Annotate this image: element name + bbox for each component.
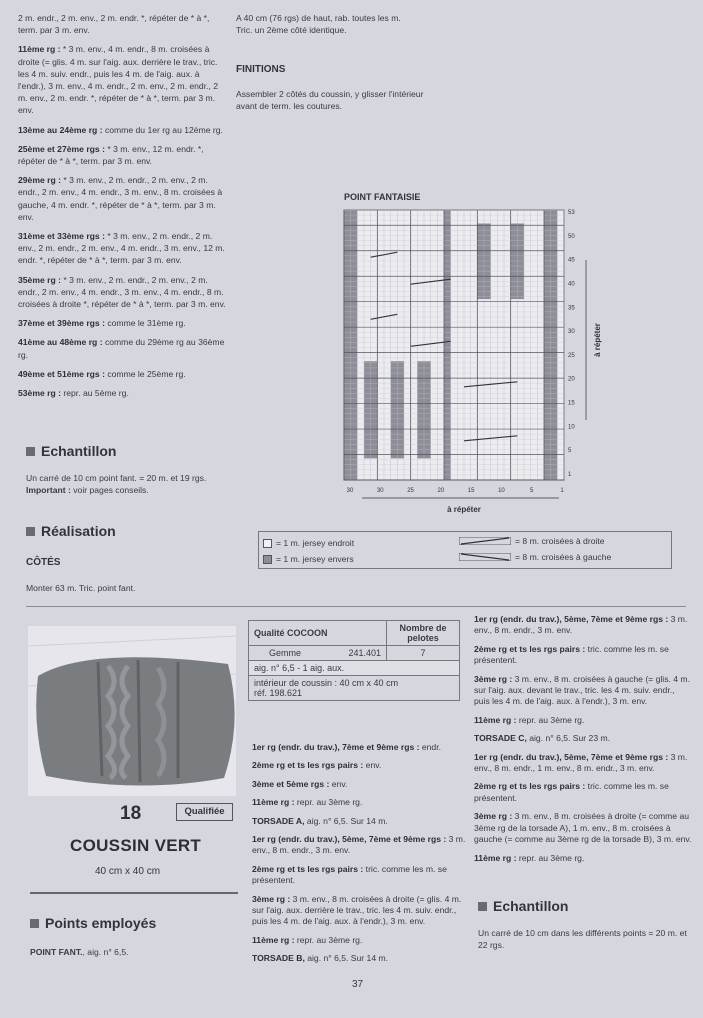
instruction-paragraph: 1er rg (endr. du trav.), 5ème, 7ème et 9ème rgs : 3 m. env., 8 m. endr., 3 m. env. bbox=[252, 834, 466, 856]
product-name: COUSSIN VERT bbox=[70, 836, 202, 855]
row-label: 5 bbox=[568, 448, 572, 455]
col-label: 1 bbox=[560, 488, 564, 494]
square-bullet-icon bbox=[478, 902, 487, 911]
col-label: 15 bbox=[467, 488, 475, 494]
cable-right-icon bbox=[459, 537, 511, 545]
instruction-paragraph: 29ème rg : * 3 m. env., 2 m. endr., 2 m. env., 2 m. endr., 2 m. env., 4 m. endr., 3 m. env., 8 m. croisées à gauche, 4 m. endr. *, répéter de * à *, term. par 3 m. env. bbox=[18, 175, 223, 222]
instruction-paragraph: 2 m. endr., 2 m. env., 2 m. endr. *, répéter de * à *, term. par 3 m. env. bbox=[18, 13, 210, 36]
row-label: 40 bbox=[568, 281, 575, 288]
instruction-paragraph: TORSADE A, aig. n° 6,5. Sur 14 m. bbox=[252, 815, 388, 826]
square-bullet-icon bbox=[30, 919, 39, 928]
row-label: 53 bbox=[568, 210, 575, 216]
quality-cell: Qualité COCOON bbox=[249, 621, 387, 646]
finitions-text: Assembler 2 côtés du coussin, y glisser l'intérieur avant de term. les coutures. bbox=[236, 89, 424, 112]
instruction-paragraph: 3ème rg : 3 m. env., 8 m. croisées à droite (= glis. 4 m. sur l'aig. aux. derrière le trav., tric. les 4 m. suiv. endr., puis les 4 m. de l'aig. aux. à l'endr.), 3 m. env. bbox=[252, 893, 462, 927]
instruction-paragraph: TORSADE B, aig. n° 6,5. Sur 14 m. bbox=[252, 953, 389, 964]
aig-cell: aig. n° 6,5 - 1 aig. aux. bbox=[249, 661, 460, 676]
legend-box: = 1 m. jersey endroit = 1 m. jersey envers = 8 m. croisées à droite = 8 m. croisées à gauche bbox=[258, 531, 672, 569]
qualifiee-badge: Qualifiée bbox=[176, 803, 233, 821]
repeat-label-bottom: à répéter bbox=[447, 505, 481, 514]
chart-title: POINT FANTAISIE bbox=[344, 192, 421, 202]
col-label: 20 bbox=[437, 488, 445, 494]
row-label: 25 bbox=[568, 352, 575, 359]
instruction-paragraph: 1er rg (endr. du trav.), 5ème, 7ème et 9ème rgs : 3 m. env., 8 m. endr., 3 m. env. bbox=[474, 614, 688, 636]
instruction-paragraph: 2ème rg et ts les rgs pairs : tric. comme les m. se présentent. bbox=[252, 863, 447, 886]
ref-cell: 241.401 bbox=[327, 646, 386, 661]
right-instructions bbox=[474, 614, 692, 871]
page-number: 37 bbox=[352, 979, 364, 990]
instruction-paragraph: 31ème et 33ème rgs : * 3 m. env., 2 m. endr., 2 m. env., 2 m. endr., 2 m. env., 4 m. endr., 3 m. env., 12 m. endr. *, répéter de * à *, term. par 3 m. env. bbox=[18, 231, 225, 266]
cushion-photo bbox=[28, 626, 236, 796]
jersey-envers-icon bbox=[263, 555, 272, 564]
instruction-paragraph: 13ème au 24ème rg : comme du 1er rg au 12ème rg. bbox=[18, 124, 223, 135]
instruction-paragraph: 3ème rg : 3 m. env., 8 m. croisées à gauche (= glis. 4 m. sur l'aig. aux. devant le trav., tric. les 4 m. suiv. endr., puis les 4 m. de l'aig. aux. à l'endr.), 3 m. env. bbox=[474, 673, 690, 707]
stitch-chart bbox=[330, 200, 610, 520]
instruction-paragraph: 11ème rg : repr. au 3ème rg. bbox=[474, 714, 585, 725]
instruction-paragraph: 25ème et 27ème rgs : * 3 m. env., 12 m. endr. *, répéter de * à *, term. par 3 m. env. bbox=[18, 143, 204, 167]
square-bullet-icon bbox=[26, 527, 35, 536]
mid-instructions bbox=[252, 742, 466, 972]
cushion-illustration bbox=[28, 626, 236, 796]
instruction-paragraph: 2ème rg et ts les rgs pairs : env. bbox=[252, 760, 382, 771]
instruction-paragraph: 1er rg (endr. du trav.), 5ème, 7ème et 9ème rgs : 3 m. env., 8 m. endr., 1 m. env., 8 m. endr., 3 m. env. bbox=[474, 751, 688, 774]
instruction-paragraph: 53ème rg : repr. au 5ème rg. bbox=[18, 388, 129, 399]
instruction-paragraph: 41ème au 48ème rg : comme du 29ème rg au 36ème rg. bbox=[18, 337, 225, 360]
col-label: 5 bbox=[530, 488, 534, 494]
photo-divider bbox=[30, 892, 238, 894]
repeat-label-right: à répéter bbox=[593, 323, 602, 357]
row-label: 15 bbox=[568, 400, 575, 407]
col-label: 10 bbox=[498, 488, 505, 494]
pelotes-header: Nombre de pelotes bbox=[387, 621, 460, 646]
instruction-paragraph: TORSADE C, aig. n° 6,5. Sur 23 m. bbox=[474, 733, 611, 744]
cable-left-icon bbox=[459, 553, 511, 561]
echantillon2-text: Un carré de 10 cm dans les différents points = 20 m. et 22 rgs. bbox=[478, 928, 687, 951]
instruction-paragraph: 11ème rg : repr. au 3ème rg. bbox=[252, 934, 363, 945]
col-label: 30 bbox=[376, 488, 384, 494]
pattern-number: 18 bbox=[120, 803, 142, 824]
row-label: 50 bbox=[568, 233, 575, 240]
row-label: 30 bbox=[568, 329, 575, 336]
count-cell: 7 bbox=[387, 646, 460, 661]
row-label: 35 bbox=[568, 305, 575, 312]
echantillon-text: Un carré de 10 cm point fant. = 20 m. et 19 rgs. Important : voir pages conseils. bbox=[26, 473, 207, 496]
gemme-cell: Gemme bbox=[249, 646, 328, 661]
finitions-heading: FINITIONS bbox=[236, 64, 286, 75]
interieur-cell: intérieur de coussin : 40 cm x 40 cm réf. 198.621 bbox=[249, 676, 460, 701]
echantillon2-heading: Echantillon bbox=[478, 898, 568, 914]
points-employes-heading: Points employés bbox=[30, 915, 156, 931]
square-bullet-icon bbox=[26, 447, 35, 456]
row-label: 45 bbox=[568, 257, 575, 264]
instruction-paragraph: 1er rg (endr. du trav.), 7ème et 9ème rgs : endr. bbox=[252, 742, 441, 752]
points-employes-text: POINT FANT., aig. n° 6,5. bbox=[30, 947, 129, 957]
material-table bbox=[248, 620, 460, 701]
instruction-paragraph: 11ème rg : repr. au 3ème rg. bbox=[252, 797, 363, 808]
cotes-heading: CÔTÉS bbox=[26, 557, 61, 568]
realisation-heading: Réalisation bbox=[26, 523, 116, 539]
row-label: 10 bbox=[568, 424, 575, 431]
instruction-paragraph: 2ème rg et ts les rgs pairs : tric. comme les m. se présentent. bbox=[474, 781, 669, 803]
section-divider bbox=[26, 606, 686, 607]
realisation-text: Monter 63 m. Tric. point fant. bbox=[26, 583, 136, 593]
row-label: 20 bbox=[568, 376, 575, 383]
instruction-paragraph: 11ème rg : repr. au 3ème rg. bbox=[474, 852, 585, 863]
echantillon-heading: Echantillon bbox=[26, 443, 116, 459]
jersey-endroit-icon bbox=[263, 539, 272, 548]
instruction-paragraph: 2ème rg et ts les rgs pairs : tric. comme les m. se présentent. bbox=[474, 643, 669, 666]
product-size: 40 cm x 40 cm bbox=[95, 866, 161, 877]
instruction-paragraph: 11ème rg : * 3 m. env., 4 m. endr., 8 m. croisées à droite (= glis. 4 m. sur l'aig. aux. derrière le trav., tric. les 4 m. suiv. endr., puis les 4 m. de l'aig. aux. à l'endr.), 3 m. env., 4 m. endr., 2 m. env., 2 m. endr., 2 m. env., 2 m. endr. *, répéter de * à *, term. par 3 m. env. bbox=[18, 44, 219, 116]
row-label: 1 bbox=[568, 472, 572, 478]
instruction-paragraph: 49ème et 51ème rgs : comme le 25ème rg. bbox=[18, 368, 186, 379]
top-right-text: A 40 cm (76 rgs) de haut, rab. toutes les m. Tric. un 2ème côté identique. bbox=[236, 13, 401, 36]
instruction-paragraph: 3ème rg : 3 m. env., 8 m. croisées à droite (= comme au 3ème rg de la torsade A), 1 m. env., 8 m. croisées à gauche (= comme au 3ème rg de la torsade B), 3 m. env. bbox=[474, 811, 692, 845]
instruction-paragraph: 3ème et 5ème rgs : env. bbox=[252, 778, 348, 789]
left-instructions bbox=[18, 12, 228, 406]
col-label: 25 bbox=[407, 488, 414, 494]
instruction-paragraph: 37ème et 39ème rgs : comme le 31ème rg. bbox=[18, 318, 186, 329]
col-label: 30 bbox=[346, 488, 354, 494]
instruction-paragraph: 35ème rg : * 3 m. env., 2 m. endr., 2 m. env., 2 m. endr., 2 m. env., 4 m. endr., 3 m. env., 4 m. endr., 8 m. croisées à droite *, répéter de * à *, term. par 3 m. env. bbox=[18, 274, 226, 310]
